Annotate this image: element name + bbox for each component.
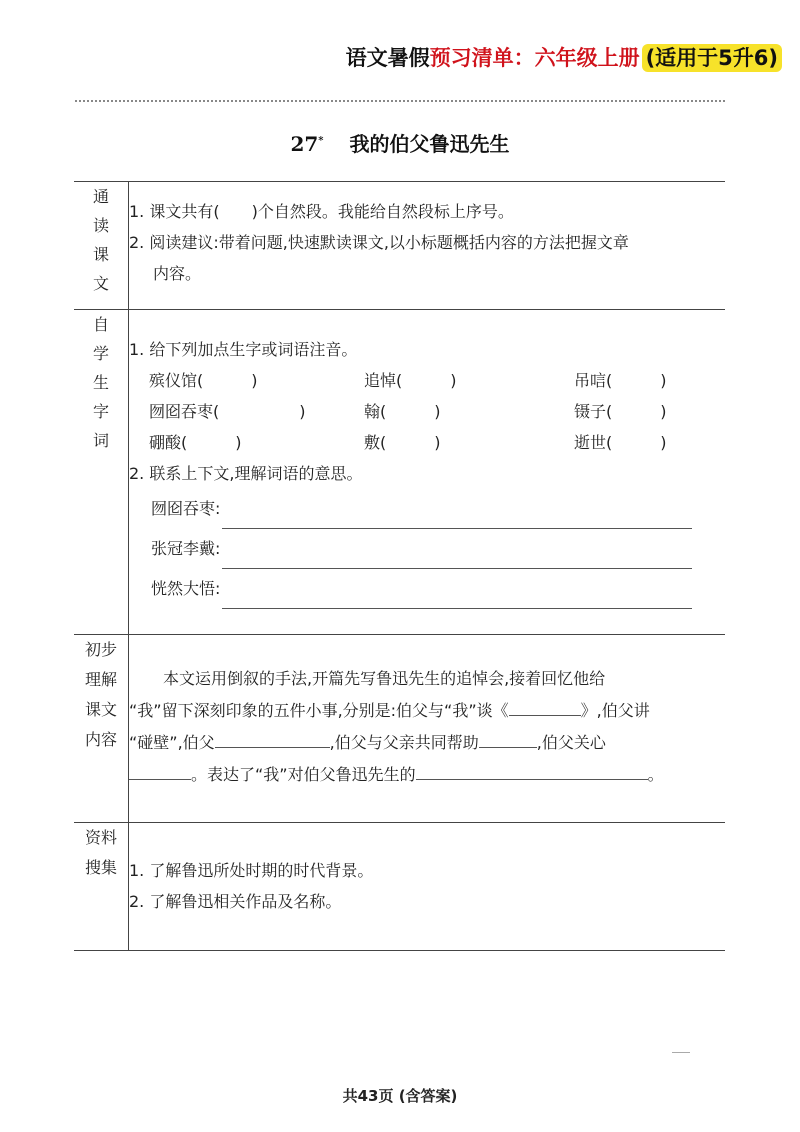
section-words — [74, 310, 725, 635]
pinyin-item: 追悼( ) — [364, 371, 457, 390]
section-understand-content — [129, 635, 726, 823]
term-line — [151, 529, 725, 569]
page-mark — [672, 1052, 690, 1053]
page-header — [346, 42, 782, 72]
pinyin-item: 敷( ) — [364, 433, 441, 452]
read-item-2: 2. 阅读建议:带着问题,快速默读课文,以小标题概括内容的方法把握文章 — [129, 233, 629, 252]
header-divider — [75, 100, 725, 102]
research-item-1: 1. 了解鲁迅所处时期的时代背景。 — [129, 861, 374, 880]
section-read-content — [129, 182, 726, 310]
fill-blank — [129, 761, 191, 780]
lesson-mark: * — [318, 135, 324, 147]
section-read — [74, 182, 725, 310]
fill-blank — [509, 697, 581, 716]
fill-blank — [416, 761, 648, 780]
lesson-title — [0, 128, 800, 157]
fill-blank — [215, 729, 330, 748]
pinyin-item: 逝世( ) — [574, 433, 667, 452]
read-item-2-cont: 内容。 — [153, 264, 202, 283]
fill-blank — [479, 729, 537, 748]
section-research-content — [129, 823, 726, 951]
pinyin-grid — [149, 365, 725, 458]
term-label: 恍然大悟: — [151, 579, 221, 598]
header-title-red: 预习清单：六年级上册 — [429, 46, 640, 70]
answer-blank — [222, 502, 692, 529]
section-research — [74, 823, 725, 951]
header-grade-badge: (适用于5升6) — [642, 44, 782, 72]
section-words-label: 自 学 生 字 词 — [74, 310, 129, 635]
words-question-2: 2. 联系上下文,理解词语的意思。 — [129, 464, 363, 483]
pinyin-item: 殡仪馆( ) — [149, 371, 258, 390]
words-question-1: 1. 给下列加点生字或词语注音。 — [129, 340, 358, 359]
lesson-number: 27* — [290, 132, 324, 156]
answer-blank — [222, 582, 692, 609]
answer-blank — [222, 542, 692, 569]
section-research-label: 资料 搜集 — [74, 823, 129, 951]
term-label: 囫囵吞枣: — [151, 499, 221, 518]
summary-paragraph: 本文运用倒叙的手法,开篇先写鲁迅先生的追悼会,接着回忆他给 “我”留下深刻印象的五件小事,分别是:伯父与“我”谈《 》,伯父讲 “碰壁”,伯父 ,伯父与父亲共同帮助 ,伯父关心 。表达了“我”对伯父鲁迅先生的 。 — [129, 669, 664, 784]
term-line — [151, 489, 725, 529]
section-words-content — [129, 310, 726, 635]
research-item-2: 2. 了解鲁迅相关作品及名称。 — [129, 892, 342, 911]
page-footer: 共43页 (含答案) — [342, 1087, 458, 1105]
header-title-black: 语文暑假 — [345, 46, 430, 70]
pinyin-item: 吊唁( ) — [574, 371, 667, 390]
preview-table — [74, 181, 725, 951]
section-understand-label: 初步 理解 课文 内容 — [74, 635, 129, 823]
pinyin-item: 镊子( ) — [574, 402, 667, 421]
pinyin-item: 硼酸( ) — [149, 433, 242, 452]
read-item-1: 1. 课文共有( )个自然段。我能给自然段标上序号。 — [129, 202, 514, 221]
section-read-label: 通 读 课 文 — [74, 182, 129, 310]
pinyin-item: 囫囵吞枣( ) — [149, 402, 306, 421]
lesson-title-text: 我的伯父鲁迅先生 — [349, 132, 510, 156]
term-line — [151, 569, 725, 609]
pinyin-item: 翰( ) — [364, 402, 441, 421]
section-understand — [74, 635, 725, 823]
term-label: 张冠李戴: — [151, 539, 221, 558]
